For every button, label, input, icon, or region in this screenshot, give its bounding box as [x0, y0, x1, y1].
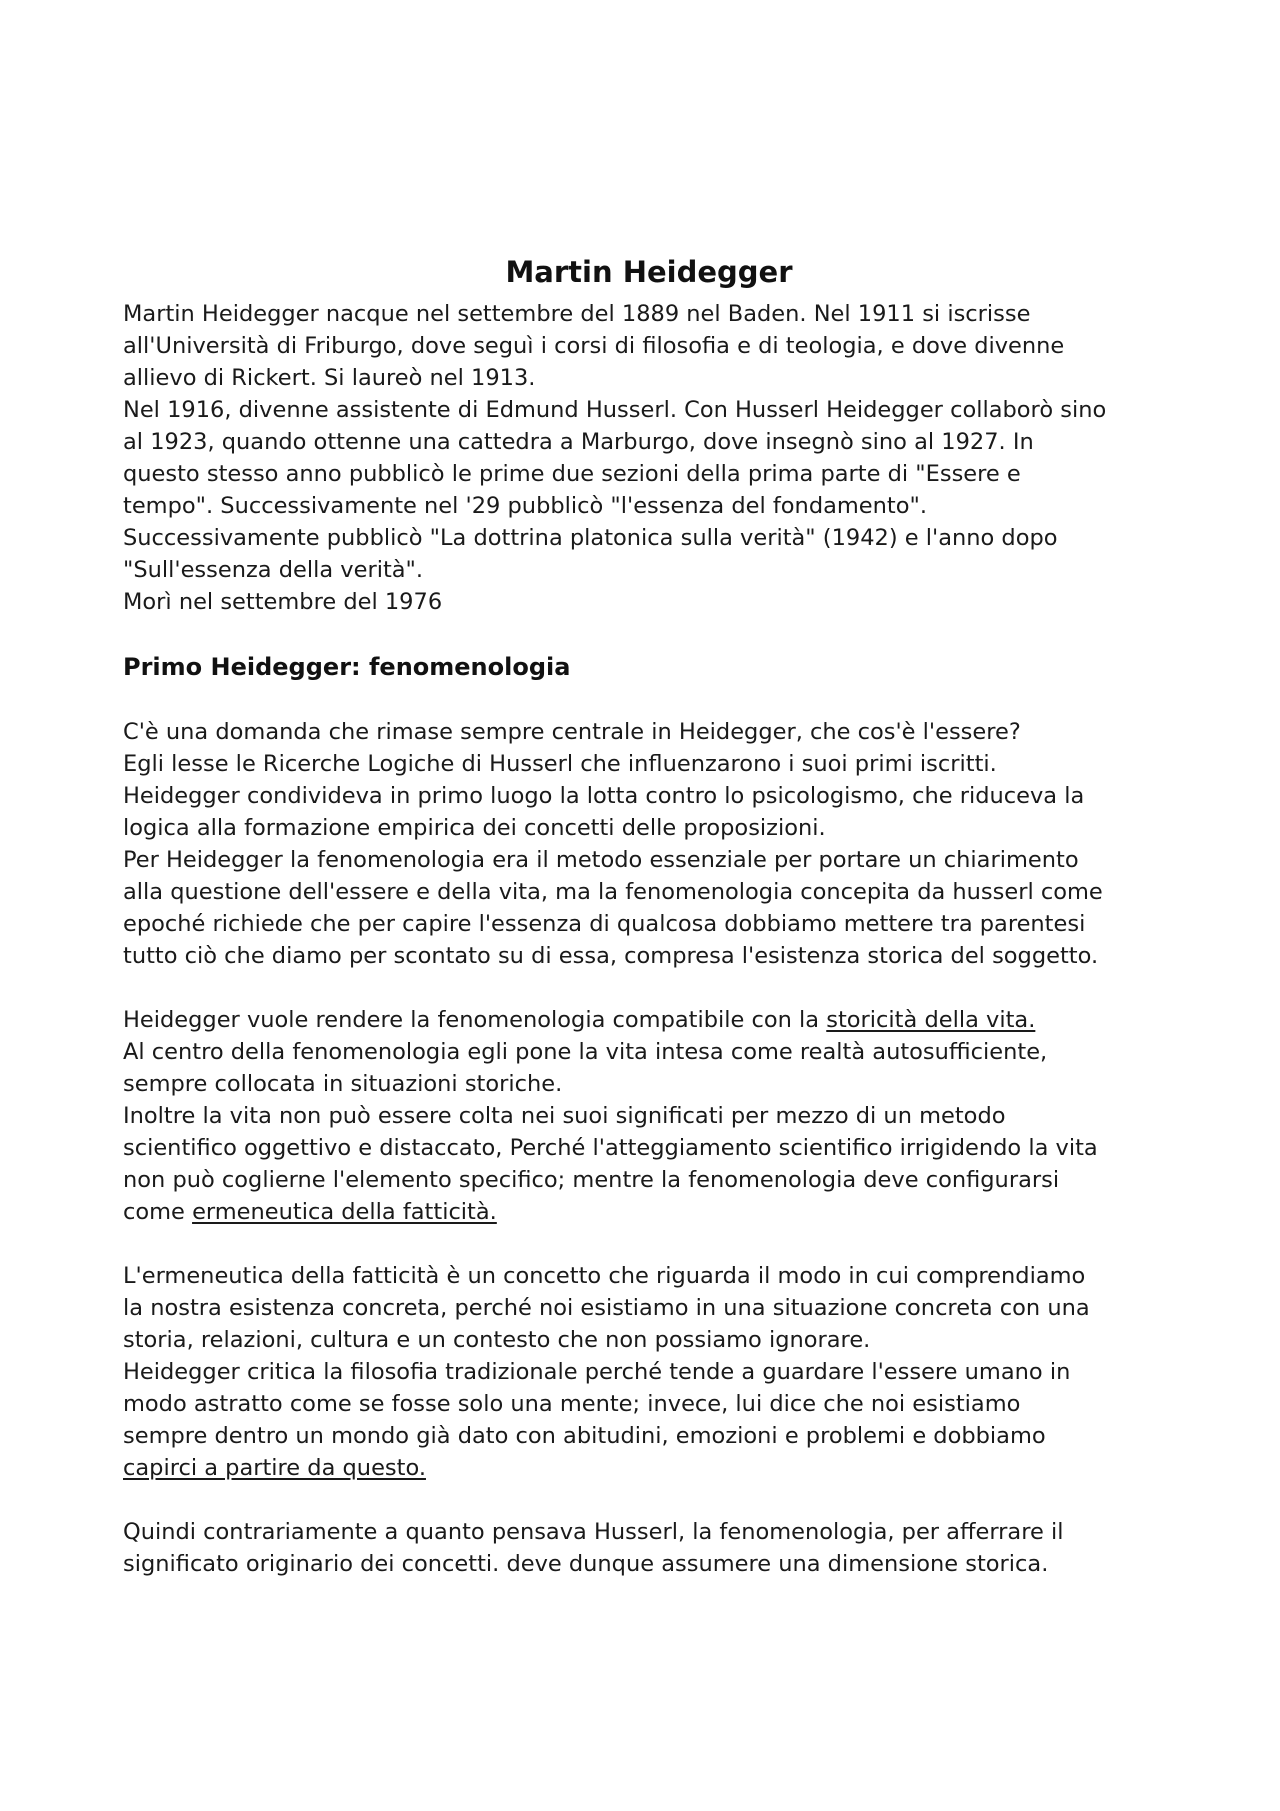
text-line: Nel 1916, divenne assistente di Edmund Husserl. Con Husserl Heidegger collaborò sino — [123, 397, 1107, 423]
text-line: sempre dentro un mondo già dato con abitudini, emozioni e problemi e dobbiamo — [123, 1423, 1046, 1449]
text-line: la nostra esistenza concreta, perché noi esistiamo in una situazione concreta con una — [123, 1295, 1090, 1321]
section2-paragraph — [123, 1004, 1175, 1228]
text-line: sempre collocata in situazioni storiche. — [123, 1071, 563, 1097]
section1-paragraph — [123, 716, 1175, 972]
text-line: Quindi contrariamente a quanto pensava Husserl, la fenomenologia, per afferrare il — [123, 1519, 1064, 1545]
underlined-phrase: capirci a partire da questo. — [123, 1455, 426, 1481]
spacer — [123, 972, 1175, 1004]
text-line: tutto ciò che diamo per scontato su di essa, compresa l'esistenza storica del soggetto. — [123, 943, 1099, 969]
text-line: non può coglierne l'elemento specifico; mentre la fenomenologia deve configurarsi — [123, 1167, 1060, 1193]
section-heading: Primo Heidegger: fenomenologia — [123, 653, 571, 681]
text-line: logica alla formazione empirica dei concetti delle proposizioni. — [123, 815, 826, 841]
text-span: come — [123, 1199, 193, 1225]
spacer — [123, 1228, 1175, 1260]
underlined-phrase: ermeneutica della fatticità. — [192, 1199, 497, 1225]
section3-paragraph — [123, 1260, 1175, 1484]
underlined-phrase: storicità della vita. — [826, 1007, 1036, 1033]
text-line: Martin Heidegger nacque nel settembre del 1889 nel Baden. Nel 1911 si iscrisse — [123, 301, 1031, 327]
text-line: al 1923, quando ottenne una cattedra a Marburgo, dove insegnò sino al 1927. In — [123, 429, 1034, 455]
text-line: modo astratto come se fosse solo una mente; invece, lui dice che noi esistiamo — [123, 1391, 1021, 1417]
text-line: allievo di Rickert. Si laureò nel 1913. — [123, 365, 536, 391]
text-line: epoché richiede che per capire l'essenza di qualcosa dobbiamo mettere tra parentesi — [123, 911, 1086, 937]
text-line — [123, 1004, 1175, 1036]
text-line: Inoltre la vita non può essere colta nei suoi significati per mezzo di un metodo — [123, 1103, 1006, 1129]
text-line: C'è una domanda che rimase sempre centrale in Heidegger, che cos'è l'essere? — [123, 719, 1021, 745]
text-line: "Sull'essenza della verità". — [123, 557, 424, 583]
text-line: Per Heidegger la fenomenologia era il metodo essenziale per portare un chiarimento — [123, 847, 1079, 873]
text-line: Heidegger condivideva in primo luogo la lotta contro lo psicologismo, che riduceva la — [123, 783, 1085, 809]
document-page — [123, 252, 1175, 1580]
text-line: L'ermeneutica della fatticità è un concetto che riguarda il modo in cui comprendiamo — [123, 1263, 1086, 1289]
text-line: alla questione dell'essere e della vita, ma la fenomenologia concepita da husserl come — [123, 879, 1103, 905]
text-line: Egli lesse le Ricerche Logiche di Husserl che influenzarono i suoi primi iscritti. — [123, 751, 997, 777]
text-line — [123, 1452, 1175, 1484]
intro-paragraph — [123, 298, 1175, 618]
text-line: all'Università di Friburgo, dove seguì i corsi di filosofia e di teologia, e dove divenne — [123, 333, 1065, 359]
text-span: Heidegger vuole rendere la fenomenologia compatibile con la — [123, 1007, 827, 1033]
text-line: Heidegger critica la filosofia tradizionale perché tende a guardare l'essere umano in — [123, 1359, 1071, 1385]
spacer — [123, 1484, 1175, 1516]
document-title: Martin Heidegger — [505, 255, 793, 289]
text-line: storia, relazioni, cultura e un contesto che non possiamo ignorare. — [123, 1327, 871, 1353]
text-line: significato originario dei concetti. deve dunque assumere una dimensione storica. — [123, 1551, 1049, 1577]
section4-paragraph — [123, 1516, 1175, 1580]
text-line: scientifico oggettivo e distaccato, Perché l'atteggiamento scientifico irrigidendo la vita — [123, 1135, 1098, 1161]
text-line: tempo". Successivamente nel '29 pubblicò "l'essenza del fondamento". — [123, 493, 928, 519]
text-line: Successivamente pubblicò "La dottrina platonica sulla verità" (1942) e l'anno dopo — [123, 525, 1058, 551]
spacer — [123, 618, 1175, 650]
text-line: Morì nel settembre del 1976 — [123, 589, 443, 615]
text-line: Al centro della fenomenologia egli pone la vita intesa come realtà autosufficiente, — [123, 1039, 1048, 1065]
text-line: questo stesso anno pubblicò le prime due sezioni della prima parte di "Essere e — [123, 461, 1021, 487]
text-line — [123, 1196, 1175, 1228]
spacer — [123, 684, 1175, 716]
